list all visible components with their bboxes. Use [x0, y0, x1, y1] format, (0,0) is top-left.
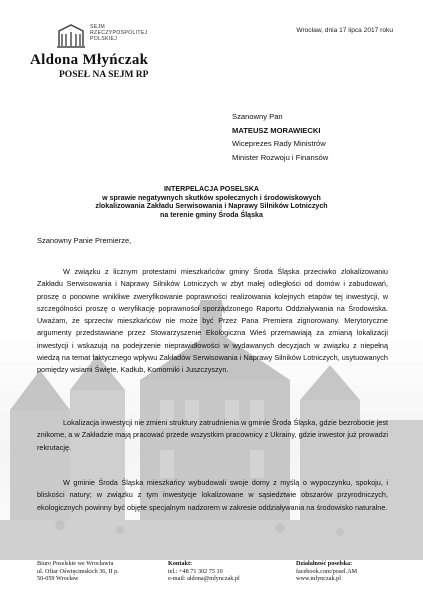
greeting: Szanowny Panie Premierze, [37, 236, 132, 245]
website-link[interactable]: www.mlynczak.pl [296, 575, 341, 583]
sejm-logo-text [90, 24, 150, 43]
contact-phone: tel.: +48 71 302 75 10 [168, 567, 223, 575]
activity-heading: Działalność poselska: [296, 560, 353, 567]
subject-line-1: INTERPELACJA POSELSKA [163, 185, 260, 193]
logo-line-1: SEJM [90, 24, 106, 30]
footer-activity [296, 560, 357, 583]
footer-contact [168, 560, 240, 583]
logo-line-3: POLSKIEJ [90, 36, 118, 43]
letter-date: Wrocław, dnia 17 lipca 2017 roku [296, 27, 393, 34]
footer-office [37, 560, 119, 583]
sender-name: Aldona Młyńczak [30, 52, 149, 68]
subject-line-4: na terenie gminy Środa Śląska [160, 210, 263, 219]
interpellation-subject [0, 185, 423, 219]
subject-line-2: w sprawie negatywnych skutków społecznych i środowiskowych [102, 193, 321, 202]
sender-role: POSEŁ NA SEJM RP [59, 70, 149, 80]
recipient-title-2: Minister Rozwoju i Finansów [232, 152, 329, 162]
logo-line-2: RZECZYPOSPOLITEJ [90, 30, 148, 37]
paragraph-2: Lokalizacja inwestycji nie zmieni struktury zatrudnienia w gminie Środa Śląska, gdzie bezrobocie jest znikome, a w Zakładzie mają pracować przede wszystkim pracownicy z Ukrainy, gdzie inwestor już prowadzi rekrutację. [37, 418, 388, 452]
paragraph-1: W związku z licznym protestami mieszkańców gminy Środa Śląska przeciwko zlokalizowaniu Zakładu Serwisowania i Naprawy Silników Lotniczych w zbyt małej odległości od domów i zabudowań, proszę o ponowne wnikliwe zweryfikowanie poprawności realizowania kolejnych etapów tej inwestycji, w szczególności proszę o weryfikację poprawności sporządzonego Raportu Oddziaływania na Środowiska. Uważam, że sprzeciw mieszkańców nie może być Przez Pana Premiera zignorowany. Merytoryczne argumenty przedstawiane przez Stowarzyszenie Ekologiczna Wieś przemawiają za zmianą lokalizacji inwestycji i wskazują na podejrzenie nieprawidłowości w wydawanych decyzjach w związku z niepełną wiedzą na temat faktycznego wpływu Zakładów Serwisowania i Naprawy Silników Lotniczych, usytuowanych pomiędzy wsiami Święte, Kadłub, Komorniki i Juszczyszyn. [37, 267, 388, 375]
recipient-salutation: Szanowny Pan [232, 112, 283, 121]
recipient-title-1: Wiceprezes Rady Ministrów [232, 139, 326, 148]
office-heading: Biuro Poselskie we Wrocławiu [37, 560, 114, 567]
office-address-line-2: 50-059 Wrocław [37, 575, 79, 583]
facebook-link[interactable]: facebook.com/posel.AM [296, 567, 358, 575]
office-address-line-1: ul. Ofiar Oświęcimskich 36, II p. [37, 567, 119, 575]
recipient-block [232, 110, 328, 164]
sejm-building-icon [56, 22, 86, 50]
subject-line-3: zlokalizowania Zakładu Serwisowania i Naprawy Silników Lotniczych [95, 202, 328, 211]
contact-email-link[interactable]: e-mail: aldona@mlynczak.pl [168, 575, 240, 583]
recipient-name: MATEUSZ MORAWIECKI [232, 125, 321, 135]
contact-heading: Kontakt: [168, 560, 193, 567]
paragraph-3: W gminie Środa Śląska mieszkańcy wybudowali swoje domy z myślą o wypoczynku, spokoju, i bliskości natury; w związku z tym inwestycje lokalizowane w sąsiedztwie obszarów przyrodniczych, ekologicznych powinny być objęte specjalnym nadzorem w zakresie oddziaływania na środowisko naturalne. [37, 478, 388, 512]
